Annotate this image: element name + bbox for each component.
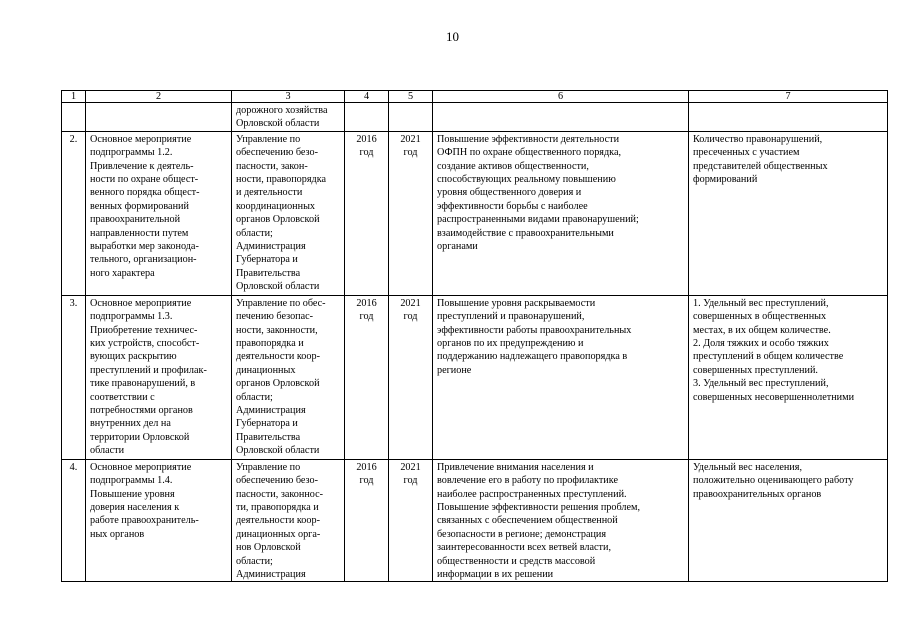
cell-text-line: представителей общественных [693, 160, 828, 172]
cell-text-line: пресеченных с участием [693, 147, 800, 159]
cell-text-line: обеспечению безо- [236, 475, 319, 487]
end-year-cell [389, 295, 433, 459]
cell-text-line: внутренних дел на [90, 418, 171, 430]
cell-text-line: 2021 [400, 133, 421, 145]
continuation-row [62, 103, 888, 132]
cell-text-line: связанных с обеспечением общественной [437, 515, 618, 527]
result-cell [433, 295, 689, 459]
cell-text-line: безопасности в регионе; демонстрация [437, 528, 607, 540]
cell-text-line: ности по охране общест- [90, 174, 199, 186]
cell-text-line: год [403, 311, 418, 323]
cell-text-line: правоохранительной [90, 214, 181, 226]
cell-text-line: правоохранительных органов [693, 488, 822, 500]
cell-text-line: Администрация [236, 241, 306, 253]
cell-text-line: дорожного хозяйства [236, 105, 328, 116]
cell-text-line: Повышение уровня [90, 488, 175, 500]
cell-text-line: создание активов общественности, [437, 160, 589, 172]
indicator-cell [689, 459, 888, 582]
row-number: 3. [62, 295, 86, 459]
end-year-cell [389, 459, 433, 582]
executor-cell [232, 459, 345, 582]
cell-text-line: информации в их решении [437, 569, 554, 581]
cell-text-line: Привлечение внимания населения и [437, 461, 594, 473]
activity-cell [86, 459, 232, 582]
cell-text-line: год [403, 475, 418, 487]
cell-text-line: преступлений в общем количестве [693, 351, 844, 363]
cell-text-line: подпрограммы 1.3. [90, 311, 173, 323]
row-number: 2. [62, 131, 86, 295]
cell-text-line: формирований [693, 174, 758, 186]
cell-text-line: доверия населения к [90, 502, 180, 514]
cell-text-line: ких устройств, способст- [90, 338, 200, 350]
cell-text-line: потребностями органов [90, 405, 193, 417]
cell-text-line: уровня общественного доверия и [437, 187, 582, 199]
cell-text-line: 3. Удельный вес преступлений, [693, 378, 829, 390]
cell-text-line: Правительства [236, 431, 301, 443]
cell-text-line: Управление по [236, 133, 301, 145]
cell-text-line: преступлений и профилак- [90, 364, 207, 376]
indicator-cell [689, 295, 888, 459]
cell-text-line: Губернатора и [236, 418, 298, 430]
cell-text-line: Администрация [236, 569, 306, 581]
cell-text-line: 2016 [356, 297, 377, 309]
table-row [62, 295, 888, 459]
cell-text-line: 2021 [400, 297, 421, 309]
cell-text-line: год [403, 147, 418, 159]
cont-activity-cell [86, 103, 232, 132]
cont-indicator-cell [689, 103, 888, 132]
cell-text-line: 2021 [400, 461, 421, 473]
cell-text-line: Основное мероприятие [90, 297, 192, 309]
cell-text-line: деятельности коор- [236, 351, 320, 363]
cell-text-line: органов Орловской [236, 214, 320, 226]
header-col-7: 7 [689, 91, 888, 103]
header-col-6: 6 [433, 91, 689, 103]
cell-text-line: подпрограммы 1.4. [90, 475, 173, 487]
start-year-cell [345, 459, 389, 582]
cell-text-line: динационных [236, 364, 296, 376]
cont-start-cell [345, 103, 389, 132]
end-year-cell [389, 131, 433, 295]
cell-text-line: вующих раскрытию [90, 351, 177, 363]
cell-text-line: и деятельности [236, 187, 303, 199]
table-row [62, 459, 888, 582]
cell-text-line: области; [236, 391, 273, 403]
cell-text-line: органов по их предупреждению и [437, 338, 584, 350]
cell-text-line: год [359, 311, 374, 323]
result-cell [433, 131, 689, 295]
cell-text-line: 2016 [356, 461, 377, 473]
cell-text-line: органами [437, 241, 478, 253]
cell-text-line: области; [236, 227, 273, 239]
cell-text-line: венного порядка общест- [90, 187, 200, 199]
cell-text-line: обеспечению безо- [236, 147, 319, 159]
cell-text-line: Управление по [236, 461, 301, 473]
cell-text-line: ности, правопорядка [236, 174, 327, 186]
cell-text-line: Приобретение техничес- [90, 324, 198, 336]
start-year-cell [345, 131, 389, 295]
cell-text-line: местах, в их общем количестве. [693, 324, 831, 336]
cell-text-line: Привлечение к деятель- [90, 160, 194, 172]
cell-text-line: Орловской области [236, 118, 320, 130]
cell-text-line: деятельности коор- [236, 515, 320, 527]
cell-text-line: Орловской области [236, 445, 320, 457]
cont-executor-cell [232, 103, 345, 132]
cell-text-line: совершенных в общественных [693, 311, 827, 323]
cell-text-line: выработки мер законода- [90, 241, 199, 253]
cell-text-line: ных органов [90, 528, 145, 540]
row-number: 4. [62, 459, 86, 582]
activity-cell [86, 131, 232, 295]
cell-text-line: области; [236, 555, 273, 567]
header-col-1: 1 [62, 91, 86, 103]
cell-text-line: Повышение эффективности решения проблем, [437, 502, 641, 514]
cell-text-line: координационных [236, 200, 316, 212]
header-col-2: 2 [86, 91, 232, 103]
cell-text-line: динационных орга- [236, 528, 321, 540]
cell-text-line: регионе [437, 364, 472, 376]
cell-text-line: эффективности борьбы с наиболее [437, 200, 588, 212]
header-col-4: 4 [345, 91, 389, 103]
cell-text-line: тике правонарушений, в [90, 378, 196, 390]
executor-cell [232, 295, 345, 459]
cell-text-line: соответствии с [90, 391, 155, 403]
header-col-3: 3 [232, 91, 345, 103]
cell-text-line: год [359, 475, 374, 487]
start-year-cell [345, 295, 389, 459]
indicator-cell [689, 131, 888, 295]
page-number: 10 [446, 29, 459, 44]
executor-cell [232, 131, 345, 295]
cell-text-line: направленности путем [90, 227, 189, 239]
activities-table [61, 90, 888, 582]
cell-text-line: поддержанию надлежащего правопорядка в [437, 351, 628, 363]
cell-text-line: органов Орловской [236, 378, 320, 390]
cell-text-line: эффективности работы правоохранительных [437, 324, 632, 336]
cell-text-line: области [90, 445, 125, 457]
cont-num-cell [62, 103, 86, 132]
cell-text-line: Удельный вес населения, [693, 461, 802, 473]
cell-text-line: совершенных несовершеннолетними [693, 391, 855, 403]
cell-text-line: 1. Удельный вес преступлений, [693, 297, 829, 309]
cell-text-line: Администрация [236, 405, 306, 417]
cell-text-line: тельного, организацион- [90, 254, 197, 266]
cell-text-line: Количество правонарушений, [693, 133, 823, 145]
cell-text-line: Основное мероприятие [90, 133, 192, 145]
cell-text-line: Орловской области [236, 281, 320, 293]
cell-text-line: Повышение эффективности деятельности [437, 133, 620, 145]
cell-text-line: нов Орловской [236, 542, 301, 554]
cell-text-line: пасности, закон- [236, 160, 308, 172]
cell-text-line: вовлечение его в работу по профилактике [437, 475, 618, 487]
cell-text-line: пасности, законнос- [236, 488, 324, 500]
cell-text-line: заинтересованности всех ветвей власти, [437, 542, 612, 554]
cell-text-line: положительно оценивающего работу [693, 475, 854, 487]
cell-text-line: ти, правопорядка и [236, 502, 319, 514]
cell-text-line: распространенными видами правонарушений; [437, 214, 639, 226]
activity-cell [86, 295, 232, 459]
cell-text-line: 2. Доля тяжких и особо тяжких [693, 338, 829, 350]
header-row [62, 91, 888, 103]
cell-text-line: взаимодействие с правоохранительными [437, 227, 614, 239]
cell-text-line: территории Орловской [90, 431, 190, 443]
cell-text-line: правопорядка и [236, 338, 304, 350]
cell-text-line: Управление по обес- [236, 297, 326, 309]
cell-text-line: Повышение уровня раскрываемости [437, 297, 596, 309]
cell-text-line: печению безопас- [236, 311, 314, 323]
cell-text-line: год [359, 147, 374, 159]
cell-text-line: общественности и средств массовой [437, 555, 596, 567]
cell-text-line: наиболее распространенных преступлений. [437, 488, 627, 500]
cell-text-line: работе правоохранитель- [90, 515, 199, 527]
cont-result-cell [433, 103, 689, 132]
cell-text-line: ного характера [90, 267, 155, 279]
header-col-5: 5 [389, 91, 433, 103]
cell-text-line: Губернатора и [236, 254, 298, 266]
cell-text-line: ОФПН по охране общественного порядка, [437, 147, 622, 159]
cell-text-line: 2016 [356, 133, 377, 145]
table-row [62, 131, 888, 295]
result-cell [433, 459, 689, 582]
cell-text-line: совершенных преступлений. [693, 364, 818, 376]
cell-text-line: способствующих реальному повышению [437, 174, 616, 186]
cell-text-line: ности, законности, [236, 324, 318, 336]
cell-text-line: Правительства [236, 267, 301, 279]
cell-text-line: Основное мероприятие [90, 461, 192, 473]
cell-text-line: преступлений и правонарушений, [437, 311, 585, 323]
cell-text-line: подпрограммы 1.2. [90, 147, 173, 159]
cell-text-line: венных формирований [90, 200, 189, 212]
cont-end-cell [389, 103, 433, 132]
